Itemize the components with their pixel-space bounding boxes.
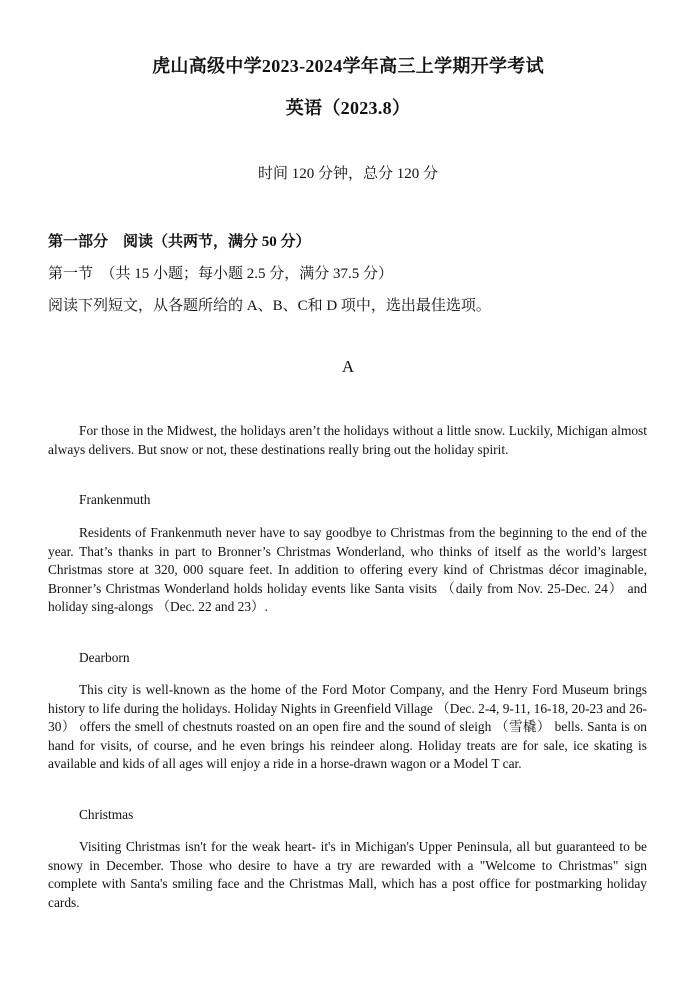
paragraph-frankenmuth: Residents of Frankenmuth never have to say goodbye to Christmas from the beginning to the end of the year. That’s thanks in part to Bronner’s Christmas Wonderland, who thinks of itself as the world’s largest Christmas store at 320, 000 square feet. In addition to offering every kind of Christmas décor imaginable, Bronner’s Christmas Wonderland holds holiday events like Santa visits （daily from Nov. 25-Dec. 24） and holiday sing-alongs （Dec. 22 and 23）. [48, 525, 647, 615]
subsection-title: 第一节 （共 15 小题；每小题 2.5 分，满分 37.5 分） [48, 266, 394, 282]
subject-title: 英语（2023.8） [285, 98, 411, 118]
heading-frankenmuth: Frankenmuth [79, 492, 151, 507]
passage-label: A [341, 357, 355, 376]
heading-dearborn: Dearborn [79, 650, 130, 665]
paragraph-christmas: Visiting Christmas isn't for the weak heart- it's in Michigan's Upper Peninsula, all but guaranteed to be snowy in December. Those who desire to have a try are rewarded with a "Welcome to Christmas" sign complete with Santa's smiling face and the Christmas Mall, which has a post office for postmarking holiday cards. [48, 839, 647, 910]
instruction-text: 阅读下列短文，从各题所给的 A、B、C和 D 项中，选出最佳选项。 [48, 298, 491, 314]
exam-title: 虎山高级中学2023-2024学年高三上学期开学考试 [152, 56, 544, 76]
time-info: 时间 120 分钟，总分 120 分 [257, 166, 438, 182]
part-title: 第一部分 阅读（共两节，满分 50 分） [48, 234, 311, 250]
paragraph-dearborn: This city is well-known as the home of the Ford Motor Company, and the Henry Ford Museum brings history to life during the holidays. Holiday Nights in Greenfield Village （Dec. 2-4, 9-11, 16-18, 20-23 and 26-30） offers the smell of chestnuts roasted on an open fire and the sound of sleigh （雪橇） bells. Santa is on hand for visits, of course, and he even brings his reindeer along. Holiday treats are for sale, ice skating is available and kids of all ages will enjoy a ride in a horse-drawn wagon or a Model T car. [48, 682, 647, 772]
intro-paragraph: For those in the Midwest, the holidays aren’t the holidays without a little snow. Luckily, Michigan almost always delivers. But snow or not, these destinations really bring out the holiday spirit. [48, 423, 647, 457]
heading-christmas: Christmas [79, 807, 134, 822]
